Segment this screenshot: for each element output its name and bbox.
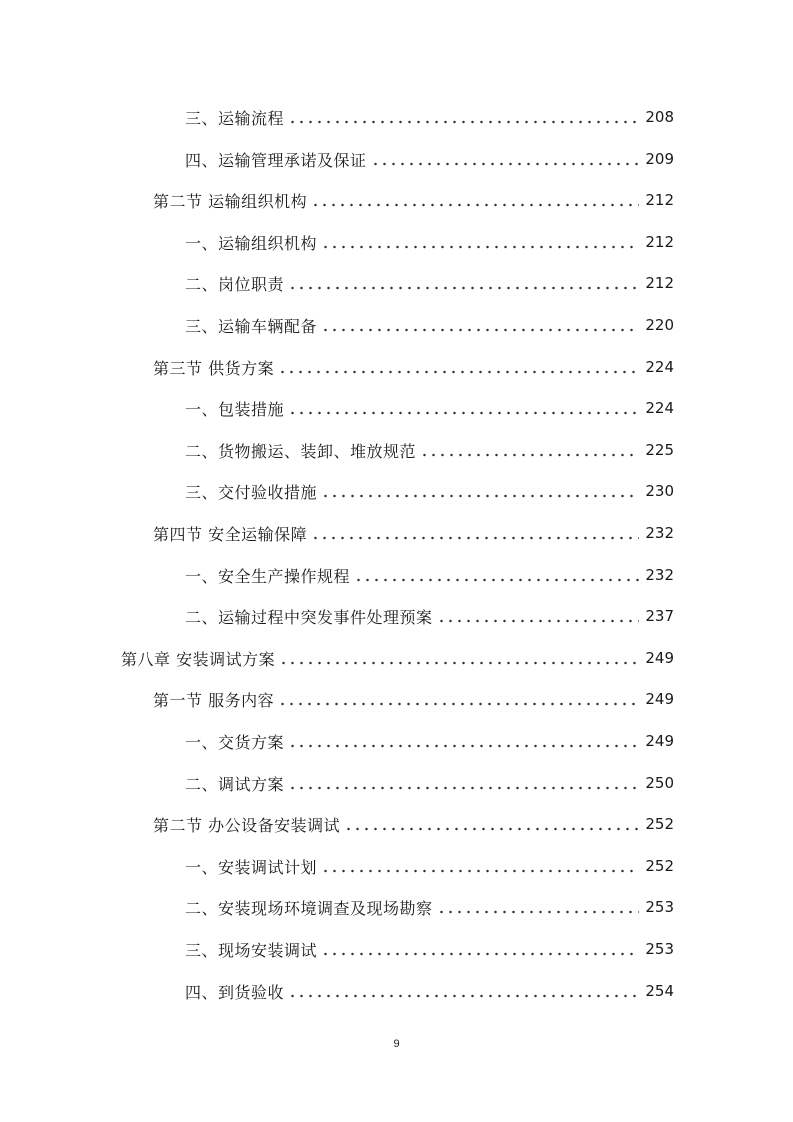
toc-dot-leader bbox=[321, 311, 639, 339]
toc-entry-page: 237 bbox=[645, 607, 674, 625]
toc-entry-title: 二、调试方案 bbox=[185, 774, 285, 794]
toc-dot-leader bbox=[420, 436, 639, 464]
toc-entry-page: 224 bbox=[645, 399, 674, 417]
toc-entry-title: 第一节 服务内容 bbox=[153, 690, 275, 710]
toc-entry[interactable] bbox=[185, 727, 674, 755]
page-number: 9 bbox=[393, 1038, 400, 1050]
toc-dot-leader bbox=[288, 394, 639, 422]
toc-entry-page: 212 bbox=[645, 191, 674, 209]
toc-dot-leader bbox=[288, 977, 639, 1005]
toc-dot-leader bbox=[288, 103, 639, 131]
toc-entry-page: 249 bbox=[645, 732, 674, 750]
toc-entry[interactable] bbox=[185, 602, 674, 630]
toc-entry[interactable] bbox=[185, 477, 674, 505]
toc-dot-leader bbox=[279, 644, 639, 672]
toc-entry-title: 一、安装调试计划 bbox=[185, 857, 318, 877]
toc-entry[interactable] bbox=[153, 810, 674, 838]
toc-entry-title: 二、货物搬运、装卸、堆放规范 bbox=[185, 441, 417, 461]
toc-entry-title: 一、运输组织机构 bbox=[185, 233, 318, 253]
toc-dot-leader bbox=[321, 228, 639, 256]
toc-entry[interactable] bbox=[185, 145, 674, 173]
toc-entry[interactable] bbox=[185, 269, 674, 297]
toc-dot-leader bbox=[288, 727, 639, 755]
toc-entry[interactable] bbox=[185, 852, 674, 880]
toc-entry[interactable] bbox=[185, 935, 674, 963]
toc-dot-leader bbox=[344, 810, 639, 838]
toc-entry-page: 249 bbox=[645, 690, 674, 708]
toc-entry-page: 212 bbox=[645, 274, 674, 292]
toc-entry-page: 225 bbox=[645, 441, 674, 459]
toc-entry-page: 252 bbox=[645, 857, 674, 875]
toc-entry[interactable] bbox=[185, 561, 674, 589]
toc-entry-title: 第四节 安全运输保障 bbox=[153, 524, 308, 544]
toc-dot-leader bbox=[371, 145, 640, 173]
toc-entry[interactable] bbox=[185, 436, 674, 464]
toc-entry-page: 208 bbox=[645, 108, 674, 126]
toc-entry[interactable] bbox=[185, 228, 674, 256]
toc-dot-leader bbox=[288, 269, 639, 297]
toc-entry-title: 三、运输车辆配备 bbox=[185, 316, 318, 336]
toc-entry-page: 254 bbox=[645, 982, 674, 1000]
toc-entry-page: 212 bbox=[645, 233, 674, 251]
toc-entry-page: 253 bbox=[645, 940, 674, 958]
toc-entry-page: 232 bbox=[645, 524, 674, 542]
toc-entry-title: 第二节 运输组织机构 bbox=[153, 191, 308, 211]
toc-entry-page: 249 bbox=[645, 649, 674, 667]
toc-entry[interactable] bbox=[185, 977, 674, 1005]
toc-dot-leader bbox=[278, 685, 639, 713]
toc-entry-title: 一、交货方案 bbox=[185, 732, 285, 752]
toc-entry-title: 一、安全生产操作规程 bbox=[185, 566, 351, 586]
toc-entry-title: 第八章 安装调试方案 bbox=[121, 649, 276, 669]
toc-entry-page: 224 bbox=[645, 358, 674, 376]
toc-dot-leader bbox=[437, 602, 640, 630]
toc-dot-leader bbox=[437, 893, 640, 921]
toc-entry[interactable] bbox=[185, 893, 674, 921]
toc-entry[interactable] bbox=[185, 311, 674, 339]
toc-entry-title: 二、运输过程中突发事件处理预案 bbox=[185, 607, 433, 627]
toc-entry-page: 230 bbox=[645, 482, 674, 500]
toc-entry-title: 二、岗位职责 bbox=[185, 274, 285, 294]
toc-entry-page: 252 bbox=[645, 815, 674, 833]
toc-dot-leader bbox=[321, 852, 639, 880]
toc-entry[interactable] bbox=[153, 353, 674, 381]
toc-entry-page: 232 bbox=[645, 566, 674, 584]
toc-entry-page: 253 bbox=[645, 898, 674, 916]
toc-entry[interactable] bbox=[185, 394, 674, 422]
toc-entry-title: 三、运输流程 bbox=[185, 108, 285, 128]
toc-entry[interactable] bbox=[121, 644, 674, 672]
toc-entry-title: 四、运输管理承诺及保证 bbox=[185, 150, 367, 170]
toc-entry[interactable] bbox=[153, 519, 674, 547]
toc-entry-page: 209 bbox=[645, 150, 674, 168]
toc-entry[interactable] bbox=[153, 186, 674, 214]
toc-entry[interactable] bbox=[153, 685, 674, 713]
toc-dot-leader bbox=[311, 519, 639, 547]
toc-entry-page: 220 bbox=[645, 316, 674, 334]
toc-entry-page: 250 bbox=[645, 774, 674, 792]
toc-dot-leader bbox=[354, 561, 639, 589]
toc-entry-title: 三、交付验收措施 bbox=[185, 482, 318, 502]
toc-dot-leader bbox=[288, 769, 639, 797]
toc-dot-leader bbox=[311, 186, 639, 214]
toc-dot-leader bbox=[321, 935, 639, 963]
toc-dot-leader bbox=[321, 477, 639, 505]
toc-entry-title: 第二节 办公设备安装调试 bbox=[153, 815, 341, 835]
toc-dot-leader bbox=[278, 353, 639, 381]
toc-entry[interactable] bbox=[185, 103, 674, 131]
toc-entry-title: 四、到货验收 bbox=[185, 982, 285, 1002]
toc-entry-title: 第三节 供货方案 bbox=[153, 358, 275, 378]
toc-entry-title: 二、安装现场环境调查及现场勘察 bbox=[185, 898, 433, 918]
toc-entry[interactable] bbox=[185, 769, 674, 797]
toc-entry-title: 三、现场安装调试 bbox=[185, 940, 318, 960]
toc-entry-title: 一、包装措施 bbox=[185, 399, 285, 419]
